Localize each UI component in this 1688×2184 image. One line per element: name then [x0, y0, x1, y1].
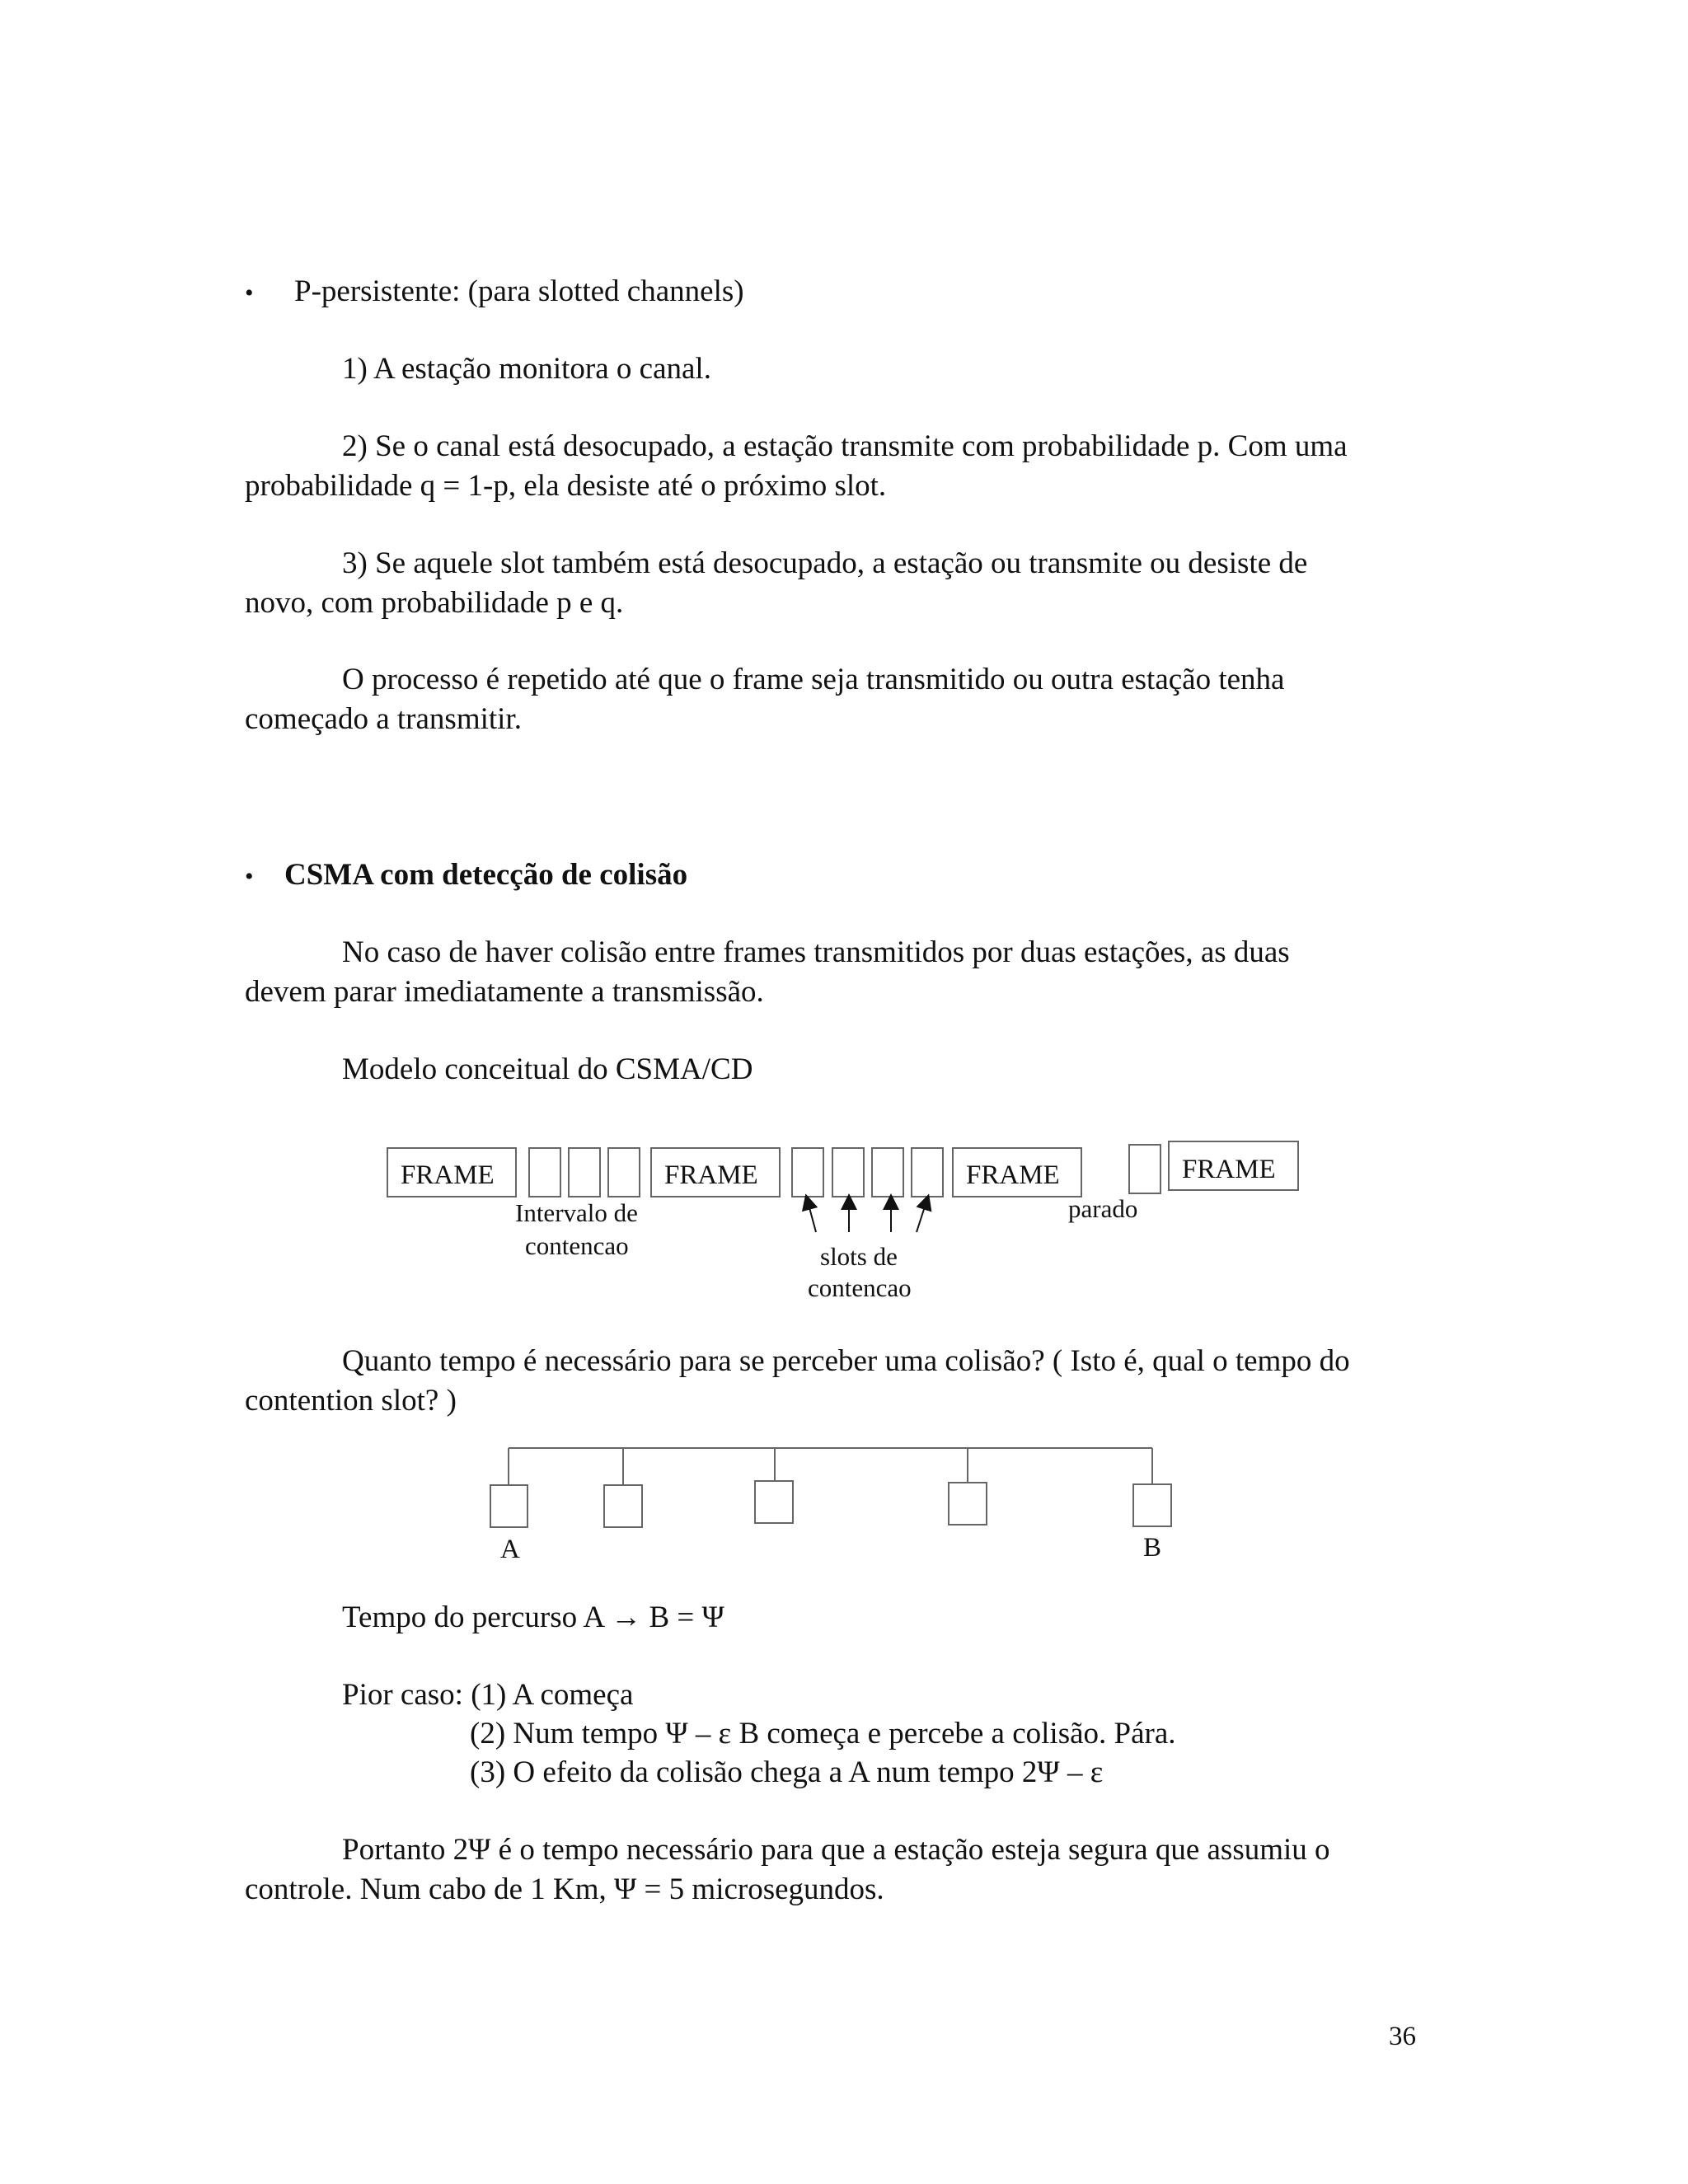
- bullet: •: [245, 863, 254, 890]
- step-2-line-2: probabilidade q = 1-p, ela desiste até o próximo slot.: [245, 469, 887, 503]
- station-box: [755, 1481, 793, 1523]
- station-a-label: A: [500, 1535, 520, 1564]
- frame-label: FRAME: [1182, 1155, 1276, 1184]
- slots-label-line-1: slots de: [820, 1242, 898, 1271]
- path-time-line: Tempo do percurso A → B = Ψ: [342, 1601, 724, 1634]
- section-heading-p-persistente: P-persistente: (para slotted channels): [294, 274, 744, 308]
- collision-para-line-1: No caso de haver colisão entre frames transmitidos por duas estações, as duas: [342, 935, 1290, 969]
- page-number: 36: [1389, 2022, 1416, 2051]
- section-heading-csma-cd: CSMA com detecção de colisão: [284, 858, 688, 892]
- question-line-1: Quanto tempo é necessário para se perceber uma colisão? ( Isto é, qual o tempo do: [342, 1344, 1350, 1378]
- conclusion-line-1: Portanto 2Ψ é o tempo necessário para que a estação esteja segura que assumiu o: [342, 1833, 1330, 1867]
- frame-label: FRAME: [664, 1160, 758, 1190]
- process-line-2: começado a transmitir.: [245, 702, 522, 736]
- slots-label-line-2: contencao: [808, 1273, 912, 1302]
- interval-label-line-1: Intervalo de: [515, 1198, 638, 1227]
- question-line-2: contention slot? ): [245, 1384, 457, 1418]
- process-line-1: O processo é repetido até que o frame seja transmitido ou outra estação tenha: [342, 663, 1285, 696]
- station-b-label: B: [1143, 1533, 1162, 1563]
- worst-case-line-2: (2) Num tempo Ψ – ε B começa e percebe a colisão. Pára.: [470, 1717, 1176, 1750]
- frame-label: FRAME: [401, 1160, 495, 1190]
- frame-label: FRAME: [966, 1160, 1060, 1190]
- parado-label: parado: [1068, 1194, 1138, 1223]
- model-title: Modelo conceitual do CSMA/CD: [342, 1052, 753, 1086]
- worst-case-line-3: (3) O efeito da colisão chega a A num tempo 2Ψ – ε: [470, 1755, 1104, 1789]
- step-3-line-1: 3) Se aquele slot também está desocupado, a estação ou transmite ou desiste de: [342, 546, 1308, 580]
- conclusion-line-2: controle. Num cabo de 1 Km, Ψ = 5 microsegundos.: [245, 1872, 884, 1906]
- step-3-line-2: novo, com probabilidade p e q.: [245, 586, 624, 620]
- step-2-line-1: 2) Se o canal está desocupado, a estação transmite com probabilidade p. Com uma: [342, 429, 1348, 463]
- bullet: •: [245, 279, 254, 307]
- collision-para-line-2: devem parar imediatamente a transmissão.: [245, 975, 764, 1009]
- worst-case-line-1: Pior caso: (1) A começa: [342, 1678, 634, 1712]
- interval-label-line-2: contencao: [525, 1231, 629, 1260]
- station-box: [1133, 1484, 1171, 1526]
- step-1: 1) A estação monitora o canal.: [342, 352, 711, 386]
- station-box: [604, 1485, 642, 1527]
- station-box: [949, 1483, 987, 1525]
- station-box: [490, 1485, 528, 1527]
